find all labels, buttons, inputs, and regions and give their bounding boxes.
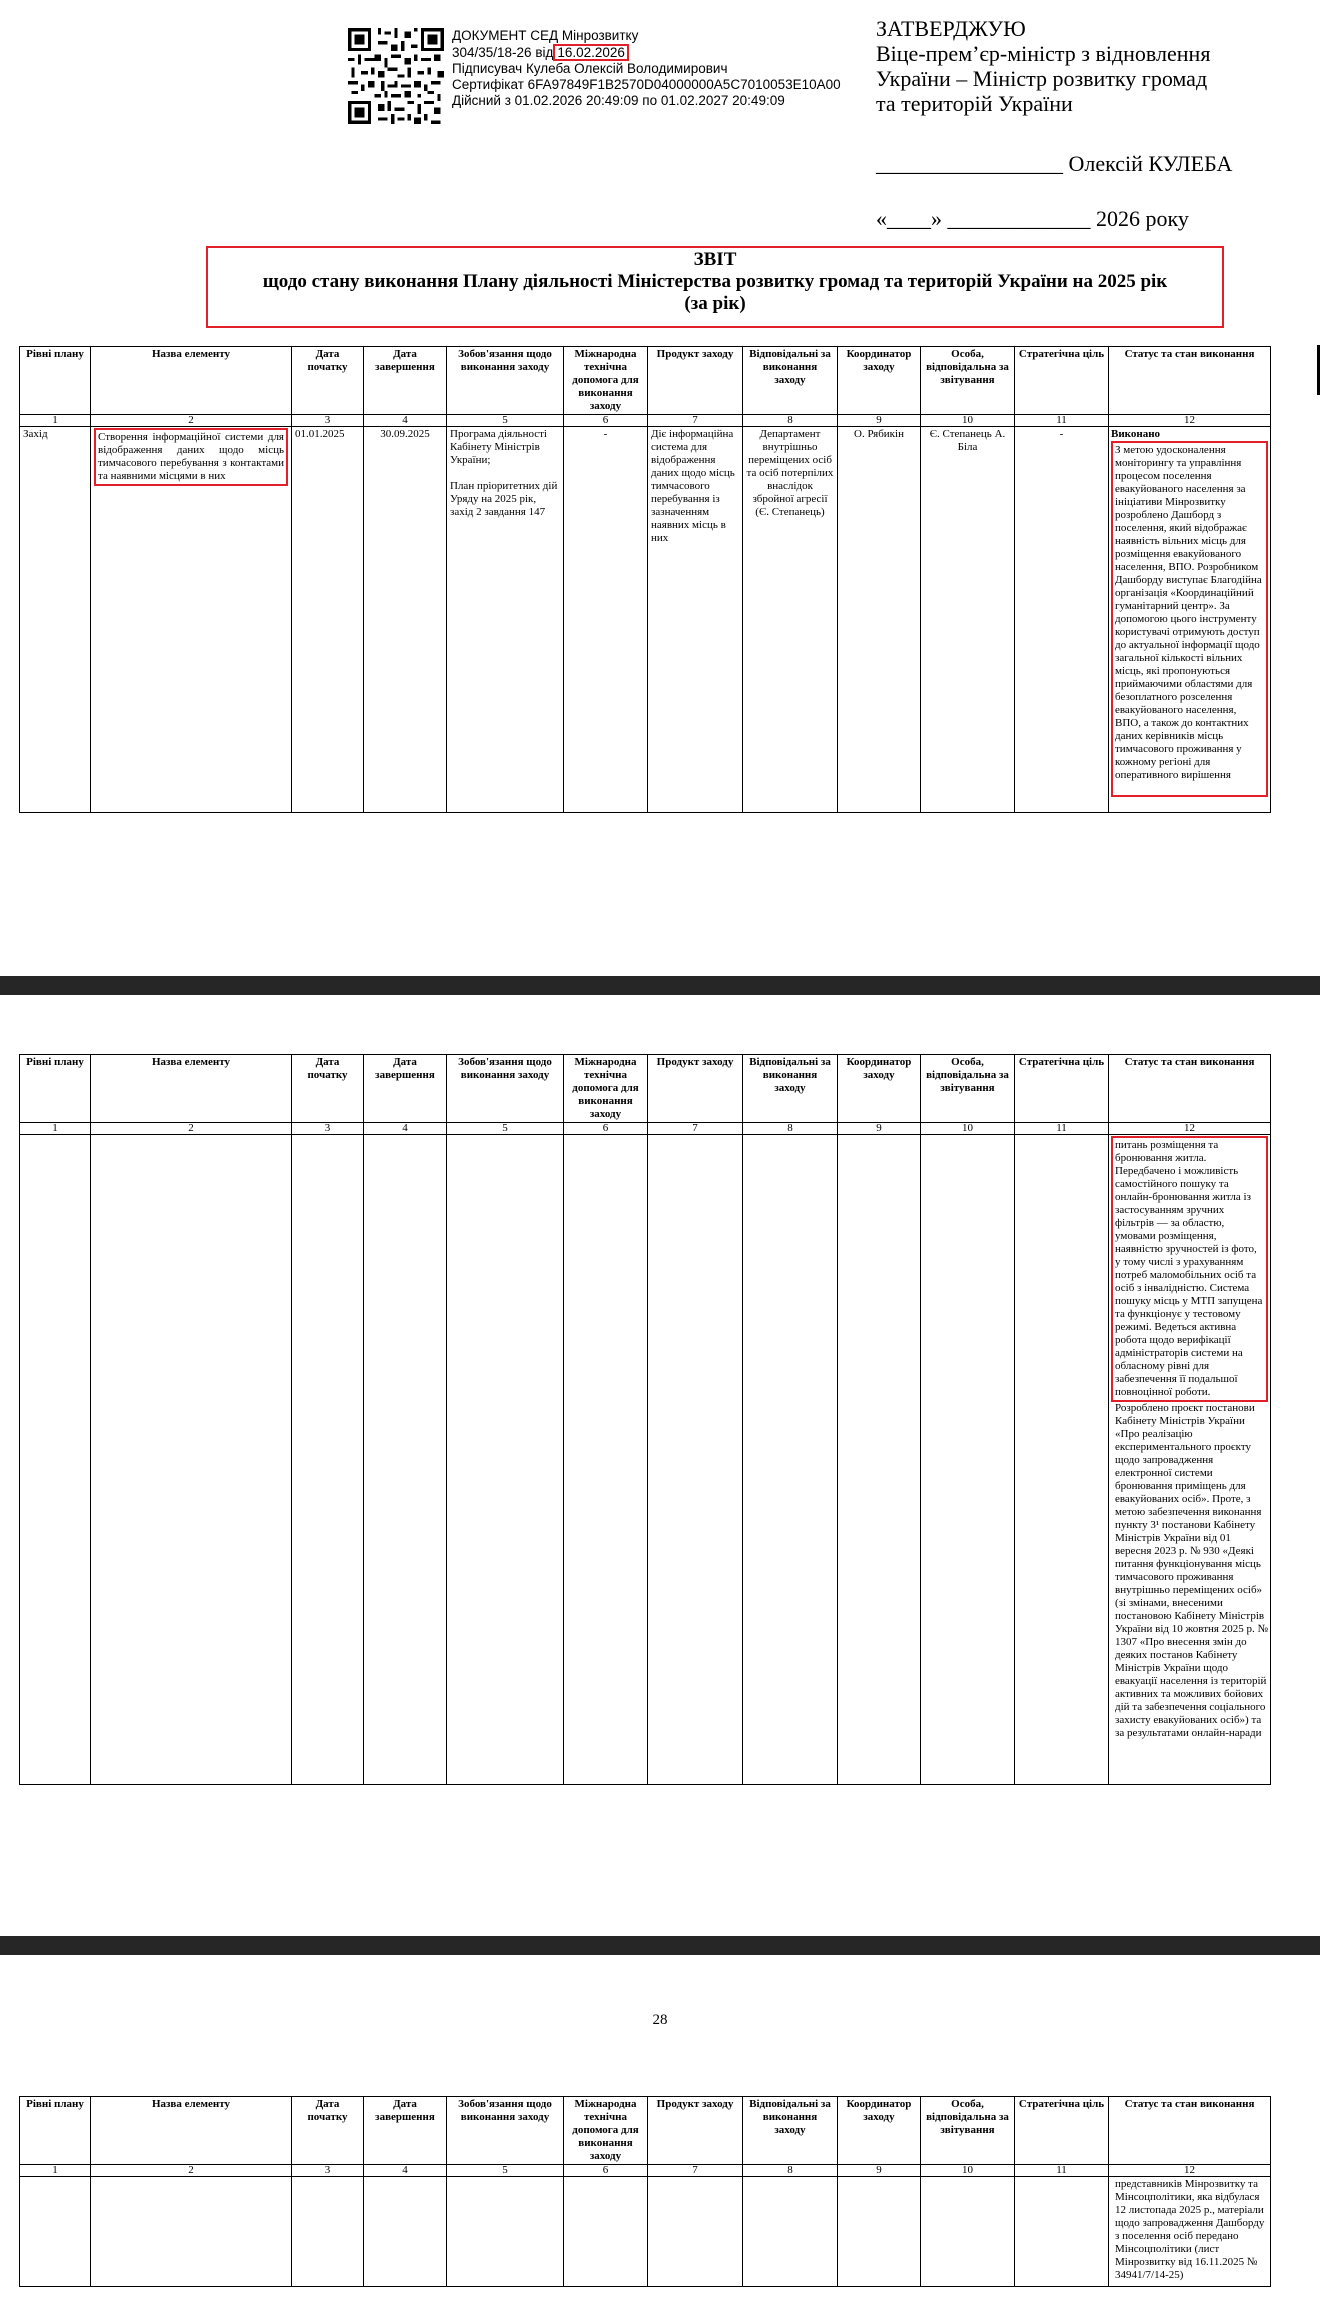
col-number: 2: [91, 1123, 292, 1135]
empty-cell: [564, 1135, 648, 1785]
col-number: 11: [1015, 1123, 1109, 1135]
signature-block: [452, 28, 841, 109]
col-number: 9: [838, 415, 921, 427]
col-header: Назва елементу: [91, 347, 292, 415]
title-line-2: щодо стану виконання Плану діяльності Міністерства розвитку громад та територій України на 2025 рік: [262, 271, 1168, 292]
cell-status-continued: [1109, 1135, 1271, 1785]
col-header: Статус та стан виконання: [1109, 1055, 1271, 1123]
page-separator: [0, 976, 1320, 995]
empty-cell: [648, 1135, 743, 1785]
empty-cell: [447, 2177, 564, 2287]
col-number: 7: [648, 1123, 743, 1135]
report-table-page-3: [19, 2096, 1271, 2287]
col-number: 10: [921, 2165, 1015, 2177]
empty-cell: [564, 2177, 648, 2287]
col-header: Дата початку: [292, 2097, 364, 2165]
empty-cell: [838, 1135, 921, 1785]
col-number: 5: [447, 415, 564, 427]
col-header: Дата завершення: [364, 347, 447, 415]
sig-doc: ДОКУМЕНТ СЕД Мінрозвитку: [452, 28, 639, 43]
col-number: 3: [292, 2165, 364, 2177]
cell-commitment: [447, 427, 564, 813]
col-header: Продукт заходу: [648, 347, 743, 415]
table-row: [20, 1135, 1271, 1785]
col-header: Міжнародна технічна допомога для виконання заходу: [564, 2097, 648, 2165]
col-header: Координатор заходу: [838, 347, 921, 415]
col-number: 4: [364, 415, 447, 427]
col-header: Рівні плану: [20, 2097, 91, 2165]
approval-position-3: та територій України: [876, 91, 1073, 116]
column-number-row: [20, 1123, 1271, 1135]
commitment-plan: План пріоритетних дій Уряду на 2025 рік, захід 2 завдання 147: [450, 480, 558, 518]
cell-status-continued: представників Мінрозвитку та Мінсоцполітики, яка відбулася 12 листопада 2025 р., матеріали щодо запровадження Дашборду з поселення осіб передано Мінсоцполітики (лист Мінрозвитку від 16.11.2025 № 34941/7/14-25): [1109, 2177, 1271, 2287]
col-number: 6: [564, 415, 648, 427]
sig-number: 304/35/18-26 від 16.02.2026: [452, 44, 841, 61]
title-line-1: ЗВІТ: [693, 249, 737, 270]
col-number: 5: [447, 2165, 564, 2177]
commitment-program: Програма діяльності Кабінету Міністрів України;: [450, 428, 547, 466]
empty-cell: [364, 2177, 447, 2287]
col-number: 6: [564, 2165, 648, 2177]
col-number: 1: [20, 415, 91, 427]
header-row: [20, 347, 1271, 415]
col-header: Координатор заходу: [838, 1055, 921, 1123]
approval-position-2: України – Міністр розвитку громад: [876, 66, 1208, 91]
cell-strategic-goal: -: [1015, 427, 1109, 813]
col-header: Назва елементу: [91, 1055, 292, 1123]
col-number: 3: [292, 1123, 364, 1135]
col-header: Рівні плану: [20, 347, 91, 415]
col-number: 4: [364, 1123, 447, 1135]
status-label: Виконано: [1111, 428, 1161, 440]
col-header: Зобов'язання щодо виконання заходу: [447, 2097, 564, 2165]
header-row: [20, 2097, 1271, 2165]
report-table-page-1: [19, 346, 1271, 813]
empty-cell: [91, 1135, 292, 1785]
report-title: [206, 246, 1224, 328]
col-header: Координатор заходу: [838, 2097, 921, 2165]
empty-cell: [921, 2177, 1015, 2287]
cell-tech-aid: -: [564, 427, 648, 813]
approval-date-line: «____» _____________ 2026 року: [876, 206, 1189, 231]
col-header: Дата завершення: [364, 1055, 447, 1123]
col-header: Стратегічна ціль: [1015, 1055, 1109, 1123]
cell-level: Захід: [20, 427, 91, 813]
empty-cell: [743, 2177, 838, 2287]
col-number: 12: [1109, 1123, 1271, 1135]
cell-coordinator: О. Рябикін: [838, 427, 921, 813]
page-separator: [0, 1936, 1320, 1955]
empty-cell: [447, 1135, 564, 1785]
title-line-3: (за рік): [684, 293, 746, 314]
col-number: 3: [292, 415, 364, 427]
col-number: 5: [447, 1123, 564, 1135]
col-number: 10: [921, 415, 1015, 427]
empty-cell: [1015, 1135, 1109, 1785]
qr-code: [348, 28, 444, 124]
col-header: Назва елементу: [91, 2097, 292, 2165]
col-header: Особа, відповідальна за звітування: [921, 1055, 1015, 1123]
cell-start-date: 01.01.2025: [292, 427, 364, 813]
col-number: 12: [1109, 415, 1271, 427]
empty-cell: [648, 2177, 743, 2287]
empty-cell: [743, 1135, 838, 1785]
approval-signature-line: _________________ Олексій КУЛЕБА: [876, 151, 1233, 176]
cell-element-name: [91, 427, 292, 813]
cell-responsible: Департамент внутрішньо переміщених осіб та осіб потерпілих внаслідок збройної агресії (Є. Степанець): [743, 427, 838, 813]
col-number: 11: [1015, 2165, 1109, 2177]
col-number: 8: [743, 415, 838, 427]
column-number-row: [20, 2165, 1271, 2177]
sig-validity: Дійсний з 01.02.2026 20:49:09 по 01.02.2027 20:49:09: [452, 93, 785, 108]
approval-heading: ЗАТВЕРДЖУЮ: [876, 16, 1026, 41]
col-header: Міжнародна технічна допомога для виконання заходу: [564, 347, 648, 415]
cell-product: Діє інформаційна система для відображення даних щодо місць тимчасового перебування із зазначенням наявних місць в них: [648, 427, 743, 813]
col-header: Дата початку: [292, 1055, 364, 1123]
col-header: Стратегічна ціль: [1015, 2097, 1109, 2165]
report-table-page-2: [19, 1054, 1271, 1785]
col-number: 1: [20, 1123, 91, 1135]
element-name-highlight: Створення інформаційної системи для відображення даних щодо місць тимчасового перебування з контактами та наявними місцями в них: [94, 428, 288, 486]
col-header: Особа, відповідальна за звітування: [921, 347, 1015, 415]
status-text-highlight: З метою удосконалення моніторингу та управління процесом поселення евакуйованого населення за ініціативи Мінрозвитку розроблено Дашборд з поселення, який відображає наявність вільних місць для розміщення евакуйованого населення, ВПО. Розробником Дашборду виступає Благодійна організація «Координаційний гуманітарний центр». За допомогою цього інструменту користувачі отримують доступ до актуальної інформації щодо загальної кількості вільних місць, які пропонуються приймаючими областями для безоплатного розселення евакуйованого населення, ВПО, а також до контактних даних керівників місць тимчасового проживання у кожному регіоні для оперативного вирішення: [1111, 441, 1268, 797]
header-row: [20, 1055, 1271, 1123]
col-number: 2: [91, 415, 292, 427]
col-number: 10: [921, 1123, 1015, 1135]
col-header: Продукт заходу: [648, 1055, 743, 1123]
empty-cell: [91, 2177, 292, 2287]
col-number: 7: [648, 415, 743, 427]
empty-cell: [292, 1135, 364, 1785]
cell-end-date: 30.09.2025: [364, 427, 447, 813]
page-number: 28: [652, 2012, 668, 2028]
col-number: 11: [1015, 415, 1109, 427]
status-continued-text: Розроблено проєкт постанови Кабінету Міністрів України «Про реалізацію експериментального проєкту щодо запровадження електронної системи бронювання приміщень для евакуйованих осіб». Проте, з метою забезпечення виконання пункту 3¹ постанови Кабінету Міністрів України від 01 вересня 2023 р. № 930 «Деякі питання функціонування місць тимчасового проживання внутрішньо переміщених осіб» (зі змінами, внесеними постановою Кабінету Міністрів України від 10 жовтня 2025 р. № 1307 «Про внесення змін до деяких постанов Кабінету Міністрів України щодо евакуації населення із територій активних та можливих бойових дій та забезпечення соціального захисту евакуйованих осіб») та за результатами онлайн-наради: [1115, 1402, 1268, 1739]
col-header: Дата початку: [292, 347, 364, 415]
col-header: Міжнародна технічна допомога для виконання заходу: [564, 1055, 648, 1123]
col-number: 12: [1109, 2165, 1271, 2177]
empty-cell: [921, 1135, 1015, 1785]
col-header: Продукт заходу: [648, 2097, 743, 2165]
col-number: 1: [20, 2165, 91, 2177]
empty-cell: [838, 2177, 921, 2287]
sig-certificate: Сертифікат 6FA97849F1B2570D04000000A5C7010053E10A00: [452, 77, 841, 92]
col-header: Дата завершення: [364, 2097, 447, 2165]
col-header: Зобов'язання щодо виконання заходу: [447, 1055, 564, 1123]
col-number: 4: [364, 2165, 447, 2177]
col-number: 7: [648, 2165, 743, 2177]
table-row: [20, 427, 1271, 813]
col-header: Зобов'язання щодо виконання заходу: [447, 347, 564, 415]
column-number-row: [20, 415, 1271, 427]
col-header: Відповідальні за виконання заходу: [743, 1055, 838, 1123]
col-header: Стратегічна ціль: [1015, 347, 1109, 415]
table-row: [20, 2177, 1271, 2287]
col-header: Рівні плану: [20, 1055, 91, 1123]
col-header: Особа, відповідальна за звітування: [921, 2097, 1015, 2165]
cell-status: [1109, 427, 1271, 813]
sig-date-highlight: 16.02.2026: [553, 44, 629, 61]
col-number: 6: [564, 1123, 648, 1135]
empty-cell: [364, 1135, 447, 1785]
empty-cell: [292, 2177, 364, 2287]
col-number: 9: [838, 1123, 921, 1135]
approval-block: [876, 16, 1296, 231]
empty-cell: [20, 1135, 91, 1785]
col-number: 8: [743, 1123, 838, 1135]
col-number: 9: [838, 2165, 921, 2177]
approval-position-1: Віце-прем’єр-міністр з відновлення: [876, 41, 1211, 66]
status-continued-highlight: питань розміщення та бронювання житла. Передбачено і можливість самостійного пошуку та онлайн-бронювання житла із застосуванням зручних фільтрів — за областю, умовами розміщення, наявністю зручностей із фото, у тому числі з урахуванням потреб маломобільних осіб та осіб з інвалідністю. Система пошуку місць у МТП запущена та функціонує у тестовому режимі. Ведеться активна робота щодо верифікації адміністраторів системи на обласному рівні для забезпечення її подальшої повноцінної роботи.: [1111, 1136, 1268, 1402]
col-header: Відповідальні за виконання заходу: [743, 347, 838, 415]
cell-reporter: Є. Степанець А. Біла: [921, 427, 1015, 813]
empty-cell: [1015, 2177, 1109, 2287]
empty-cell: [20, 2177, 91, 2287]
col-number: 2: [91, 2165, 292, 2177]
col-header: Відповідальні за виконання заходу: [743, 2097, 838, 2165]
col-header: Статус та стан виконання: [1109, 2097, 1271, 2165]
col-header: Статус та стан виконання: [1109, 347, 1271, 415]
sig-signer: Підписувач Кулеба Олексій Володимирович: [452, 61, 728, 76]
col-number: 8: [743, 2165, 838, 2177]
